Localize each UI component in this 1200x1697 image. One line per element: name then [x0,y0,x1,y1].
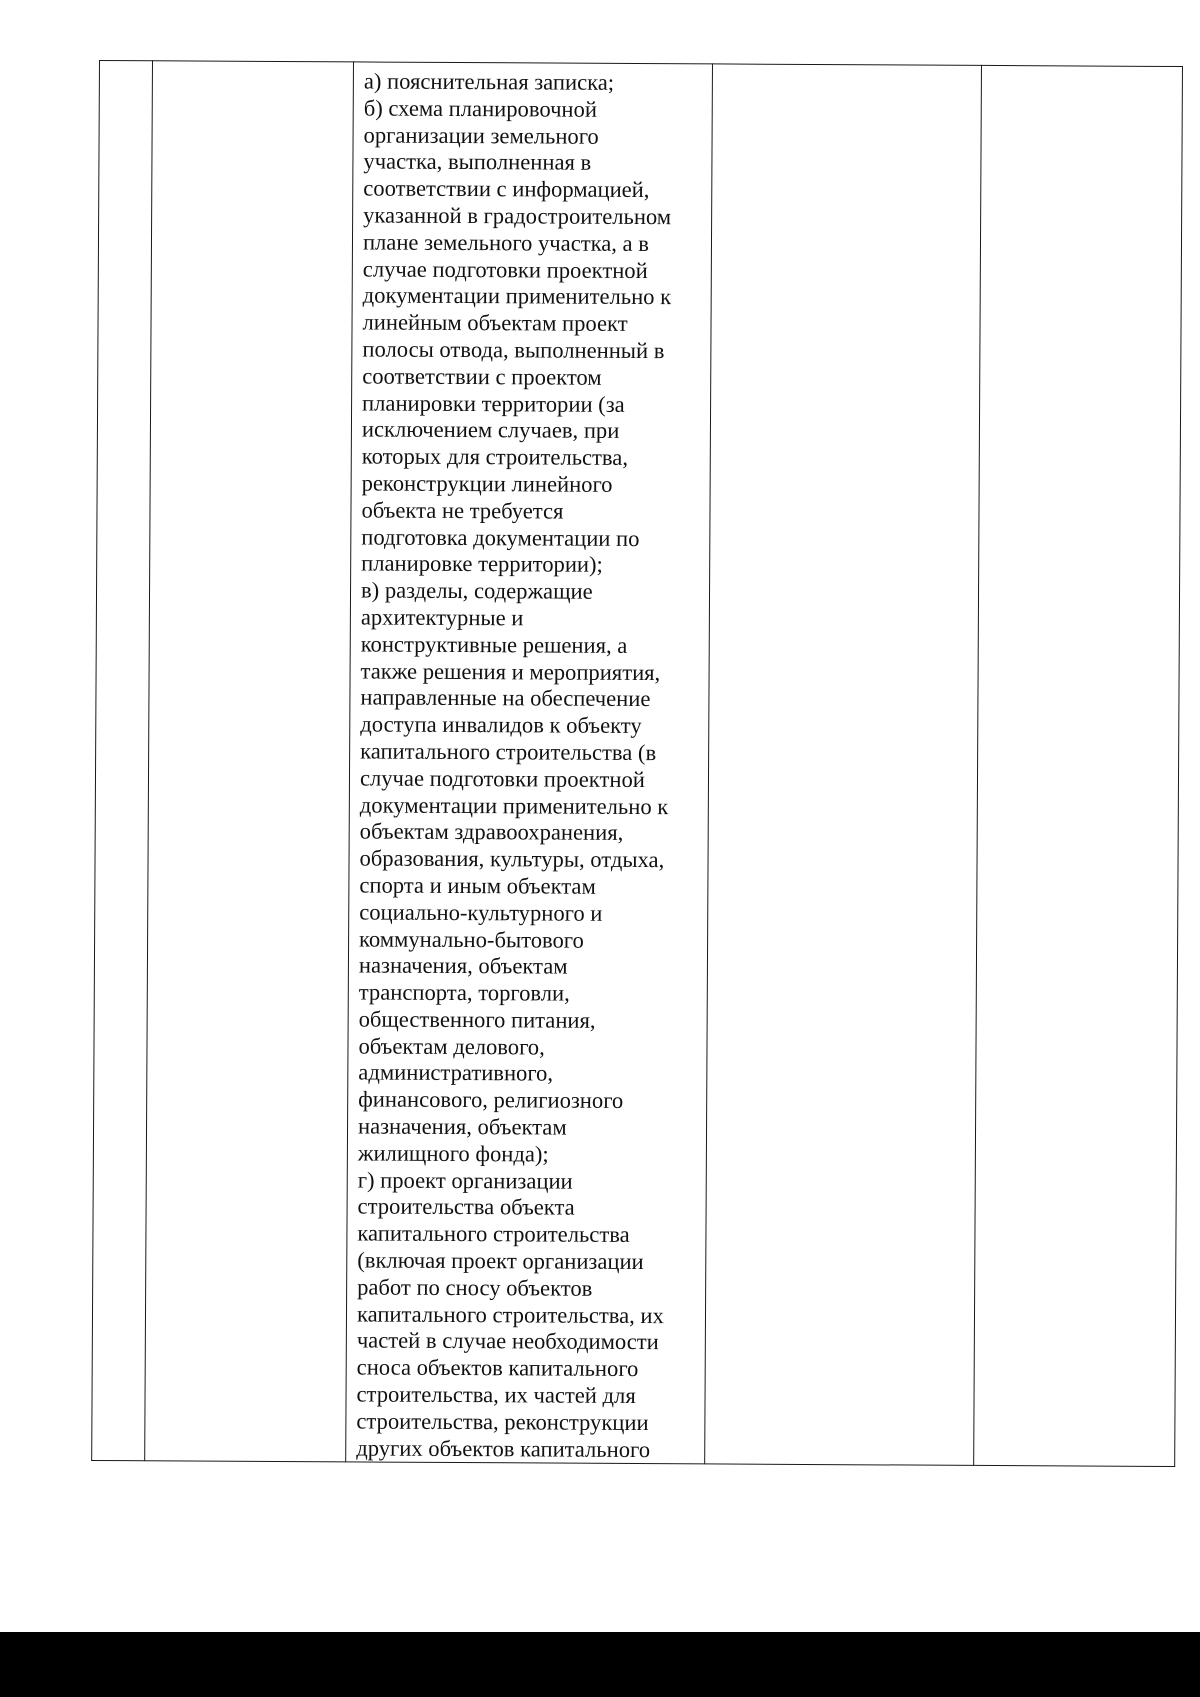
content-line: организации земельного [363,122,599,149]
content-line: сноса объектов капитального [356,1354,639,1382]
content-line: в) разделы, содержащие [360,577,593,604]
table-cell-content [346,62,713,1464]
table-cell-empty-5 [974,65,1183,1467]
content-line: других объектов капитального [356,1435,651,1462]
content-line: капитального строительства (в [360,738,657,766]
content-line: социально-культурного и [359,899,603,926]
table-cell-number [92,61,153,1462]
document-table [91,60,1183,1467]
content-line: финансового, религиозного [358,1086,624,1114]
content-line: общественного питания, [358,1006,596,1033]
content-line: соответствии с информацией, [363,175,650,203]
content-line: г) проект организации [357,1167,573,1194]
content-line: документации применительно к [359,791,669,819]
content-line: которых для строительства, [361,443,629,471]
table-row [92,61,1183,1467]
table-cell-name [145,61,354,1463]
content-line: назначения, объектам [357,1113,567,1140]
content-line: архитектурные и [360,604,524,631]
content-line: конструктивные решения, а [360,631,628,658]
content-line: исключением случаев, при [361,416,620,444]
content-line: жилищного фонда); [357,1140,549,1167]
content-line: направленные на обеспечение [360,684,651,712]
content-line: также решения и мероприятия, [360,658,661,685]
content-line: транспорта, торговли, [358,979,570,1006]
content-line: частей в случае необходимости [356,1327,659,1355]
content-line: образования, культуры, отдыха, [359,845,665,873]
content-line: случае подготовки проектной [359,765,645,792]
content-line: объектам здравоохранения, [359,818,624,846]
table-cell-empty-4 [705,64,982,1466]
content-line: участка, выполненная в [363,148,592,176]
content-line: соответствии с проектом [362,363,602,390]
content-line: планировки территории (за [362,390,625,417]
content-line: спорта и иным объектам [359,872,596,899]
content-line: (включая проект организации [357,1247,644,1275]
content-line: указанной в градостроительном [363,202,672,230]
content-line: а) пояснительная записка; [363,68,615,95]
content-line: работ по сносу объектов [357,1274,593,1301]
scan-bottom-band [0,1632,1200,1697]
content-line: полосы отвода, выполненный в [362,336,665,364]
content-line: планировке территории); [361,550,603,578]
content-line: линейным объектам проект [362,309,628,337]
content-line: строительства, их частей для [356,1381,636,1409]
content-line: доступа инвалидов к объекту [360,711,642,739]
content-line: случае подготовки проектной [362,256,648,283]
content-line: коммунально-бытового [359,925,584,953]
content-line: плане земельного участка, а в [362,229,650,256]
content-line: объектам делового, [358,1033,545,1060]
content-line: документации применительно к [362,282,672,310]
content-line: назначения, объектам [358,952,568,979]
content-line: административного, [358,1059,554,1087]
content-line: капитального строительства, их [356,1301,664,1328]
content-line: строительства, реконструкции [356,1408,649,1435]
content-line: подготовка документации по [361,524,640,551]
content-line: капитального строительства [357,1220,630,1248]
content-line: строительства объекта [357,1193,575,1221]
content-line: б) схема планировочной [363,95,598,122]
content-line: объекта не требуется [361,497,564,524]
content-line: реконструкции линейного [361,470,613,497]
content-text [346,62,712,1463]
